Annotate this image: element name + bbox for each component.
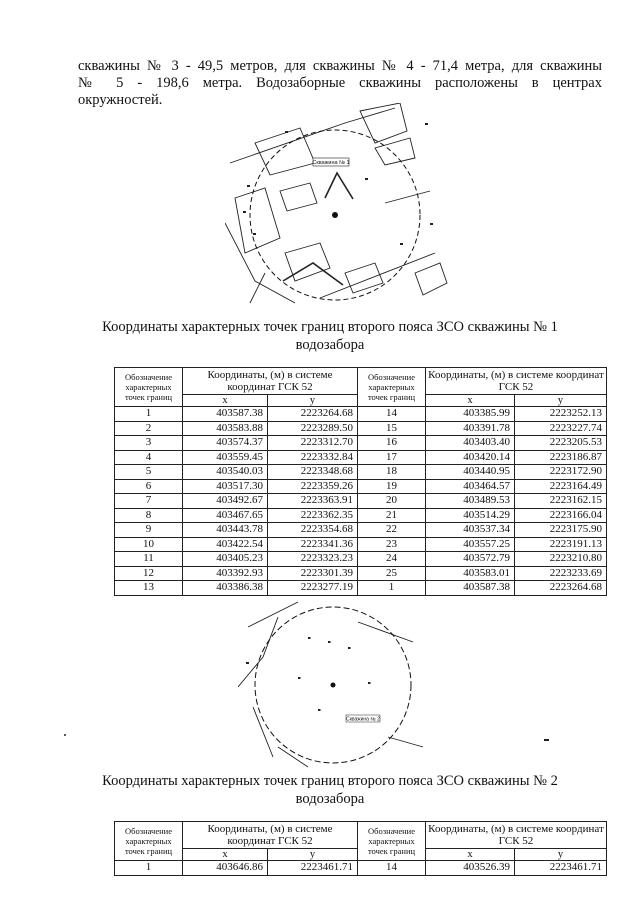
- x-column-header: x: [183, 395, 268, 407]
- caption-2-line-2: водозабора: [295, 791, 365, 807]
- x-coordinate-cell: 403464.57: [426, 479, 515, 494]
- point-number-cell: 13: [115, 581, 183, 596]
- x-coordinate-cell: 403403.40: [426, 436, 515, 451]
- table-row: [115, 581, 607, 596]
- y-coordinate-cell: 2223354.68: [268, 523, 358, 538]
- y-coordinate-cell: 2223252.13: [515, 407, 607, 422]
- point-number-cell: 23: [358, 537, 426, 552]
- point-number-cell: 4: [115, 450, 183, 465]
- y-coordinate-cell: 2223172.90: [515, 465, 607, 480]
- point-number-cell: 5: [115, 465, 183, 480]
- coordinates-header: Координаты, (м) в системе координат ГСК 52: [426, 368, 607, 395]
- y-coordinate-cell: 2223264.68: [268, 407, 358, 422]
- y-column-header: y: [515, 395, 607, 407]
- y-column-header: y: [268, 395, 358, 407]
- x-column-header: x: [183, 849, 268, 861]
- designation-header: Обозначение характерных точек границ: [358, 822, 426, 861]
- x-coordinate-cell: 403537.34: [426, 523, 515, 538]
- coordinates-header: Координаты, (м) в системе координат ГСК 52: [426, 822, 607, 849]
- well-1-zone-map: [225, 103, 450, 308]
- paragraph-line-2: № 5 - 198,6 метра. Водозаборные скважины расположены в центрах: [78, 75, 602, 91]
- x-coordinate-cell: 403587.38: [426, 581, 515, 596]
- scan-mark: [64, 734, 66, 736]
- y-coordinate-cell: 2223348.68: [268, 465, 358, 480]
- y-coordinate-cell: 2223332.84: [268, 450, 358, 465]
- x-coordinate-cell: 403574.37: [183, 436, 268, 451]
- point-number-cell: 14: [358, 407, 426, 422]
- intro-paragraph: [78, 58, 602, 109]
- caption-1-line-2: водозабора: [295, 337, 365, 353]
- table-row: [115, 552, 607, 567]
- x-coordinate-cell: 403557.25: [426, 537, 515, 552]
- x-coordinate-cell: 403492.67: [183, 494, 268, 509]
- y-coordinate-cell: 2223164.49: [515, 479, 607, 494]
- table-row: [115, 537, 607, 552]
- x-coordinate-cell: 403391.78: [426, 421, 515, 436]
- x-coordinate-cell: 403405.23: [183, 552, 268, 567]
- x-coordinate-cell: 403422.54: [183, 537, 268, 552]
- well-2-label: Скважина № 2: [346, 716, 380, 723]
- point-number-cell: 6: [115, 479, 183, 494]
- point-number-cell: 1: [358, 581, 426, 596]
- coordinates-table-well-2: [114, 821, 607, 876]
- y-coordinate-cell: 2223175.90: [515, 523, 607, 538]
- point-number-cell: 16: [358, 436, 426, 451]
- point-number-cell: 17: [358, 450, 426, 465]
- point-number-cell: 14: [358, 861, 426, 876]
- coordinates-header: Координаты, (м) в системе координат ГСК 52: [183, 822, 358, 849]
- point-number-cell: 2: [115, 421, 183, 436]
- table-row: [115, 465, 607, 480]
- paragraph-line-1: скважины № 3 - 49,5 метров, для скважины № 4 - 71,4 метра, для скважины: [78, 58, 602, 74]
- y-coordinate-cell: 2223277.19: [268, 581, 358, 596]
- y-coordinate-cell: 2223227.74: [515, 421, 607, 436]
- point-number-cell: 15: [358, 421, 426, 436]
- y-coordinate-cell: 2223359.26: [268, 479, 358, 494]
- table-row: [115, 450, 607, 465]
- point-number-cell: 10: [115, 537, 183, 552]
- x-coordinate-cell: 403467.65: [183, 508, 268, 523]
- point-number-cell: 7: [115, 494, 183, 509]
- well-2-zone-map: [238, 597, 428, 772]
- x-coordinate-cell: 403540.03: [183, 465, 268, 480]
- scan-mark: [544, 739, 549, 741]
- point-number-cell: 3: [115, 436, 183, 451]
- x-coordinate-cell: 403385.99: [426, 407, 515, 422]
- point-number-cell: 1: [115, 861, 183, 876]
- point-number-cell: 12: [115, 566, 183, 581]
- x-column-header: x: [426, 849, 515, 861]
- coordinates-header: Координаты, (м) в системе координат ГСК 52: [183, 368, 358, 395]
- table-row: [115, 523, 607, 538]
- y-coordinate-cell: 2223264.68: [515, 581, 607, 596]
- x-coordinate-cell: 403583.01: [426, 566, 515, 581]
- x-coordinate-cell: 403587.38: [183, 407, 268, 422]
- y-coordinate-cell: 2223205.53: [515, 436, 607, 451]
- y-coordinate-cell: 2223166.04: [515, 508, 607, 523]
- point-number-cell: 11: [115, 552, 183, 567]
- y-column-header: y: [268, 849, 358, 861]
- y-coordinate-cell: 2223210.80: [515, 552, 607, 567]
- point-number-cell: 18: [358, 465, 426, 480]
- y-coordinate-cell: 2223461.71: [268, 861, 358, 876]
- table-row: [115, 861, 607, 876]
- table-row: [115, 436, 607, 451]
- table-row: [115, 479, 607, 494]
- designation-header: Обозначение характерных точек границ: [115, 822, 183, 861]
- x-coordinate-cell: 403514.29: [426, 508, 515, 523]
- y-coordinate-cell: 2223363.91: [268, 494, 358, 509]
- x-coordinate-cell: 403526.39: [426, 861, 515, 876]
- x-coordinate-cell: 403443.78: [183, 523, 268, 538]
- point-number-cell: 9: [115, 523, 183, 538]
- caption-2-line-1: Координаты характерных точек границ второго пояса ЗСО скважины № 2: [102, 773, 558, 789]
- table-row: [115, 566, 607, 581]
- paragraph-line-3: окружностей.: [78, 92, 163, 108]
- y-coordinate-cell: 2223186.87: [515, 450, 607, 465]
- y-coordinate-cell: 2223162.15: [515, 494, 607, 509]
- y-coordinate-cell: 2223233.69: [515, 566, 607, 581]
- x-coordinate-cell: 403392.93: [183, 566, 268, 581]
- well-1-label: Скважина № 1: [312, 160, 350, 166]
- point-number-cell: 8: [115, 508, 183, 523]
- table-row: [115, 407, 607, 422]
- point-number-cell: 21: [358, 508, 426, 523]
- coordinates-table-well-1: [114, 367, 607, 596]
- designation-header: Обозначение характерных точек границ: [358, 368, 426, 407]
- table-row: [115, 421, 607, 436]
- y-coordinate-cell: 2223323.23: [268, 552, 358, 567]
- y-coordinate-cell: 2223289.50: [268, 421, 358, 436]
- x-coordinate-cell: 403517.30: [183, 479, 268, 494]
- point-number-cell: 24: [358, 552, 426, 567]
- x-column-header: x: [426, 395, 515, 407]
- table-row: [115, 494, 607, 509]
- x-coordinate-cell: 403583.88: [183, 421, 268, 436]
- y-coordinate-cell: 2223362.35: [268, 508, 358, 523]
- x-coordinate-cell: 403440.95: [426, 465, 515, 480]
- designation-header: Обозначение характерных точек границ: [115, 368, 183, 407]
- x-coordinate-cell: 403572.79: [426, 552, 515, 567]
- point-number-cell: 19: [358, 479, 426, 494]
- point-number-cell: 1: [115, 407, 183, 422]
- x-coordinate-cell: 403489.53: [426, 494, 515, 509]
- point-number-cell: 25: [358, 566, 426, 581]
- table-row: [115, 508, 607, 523]
- y-coordinate-cell: 2223191.13: [515, 537, 607, 552]
- caption-1-line-1: Координаты характерных точек границ второго пояса ЗСО скважины № 1: [102, 319, 558, 335]
- x-coordinate-cell: 403420.14: [426, 450, 515, 465]
- x-coordinate-cell: 403559.45: [183, 450, 268, 465]
- y-coordinate-cell: 2223301.39: [268, 566, 358, 581]
- y-coordinate-cell: 2223312.70: [268, 436, 358, 451]
- y-coordinate-cell: 2223341.36: [268, 537, 358, 552]
- point-number-cell: 20: [358, 494, 426, 509]
- table-1-caption: [60, 318, 600, 354]
- y-coordinate-cell: 2223461.71: [515, 861, 607, 876]
- table-2-caption: [60, 772, 600, 808]
- y-column-header: y: [515, 849, 607, 861]
- x-coordinate-cell: 403646.86: [183, 861, 268, 876]
- point-number-cell: 22: [358, 523, 426, 538]
- x-coordinate-cell: 403386.38: [183, 581, 268, 596]
